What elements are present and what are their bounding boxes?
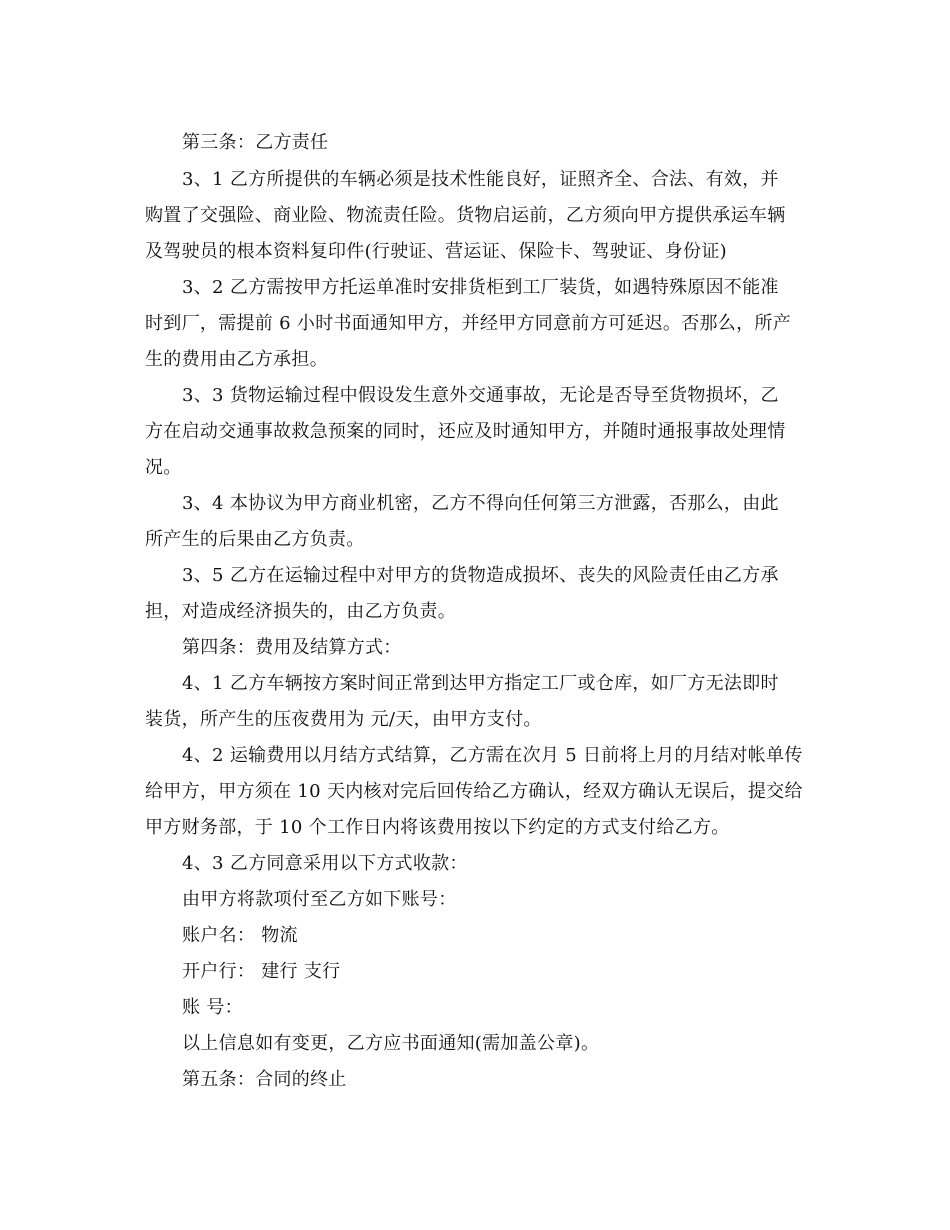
clause-3-2-line-3: 生的费用由乙方承担。 xyxy=(145,349,328,370)
clause-4-2-line-2: 给甲方，甲方须在 10 天内核对完后回传给乙方确认，经双方确认无误后，提交给 xyxy=(145,781,803,802)
change-notice: 以上信息如有变更，乙方应书面通知(需加盖公章)。 xyxy=(182,1033,600,1054)
clause-3-4-line-2: 所产生的后果由乙方负责。 xyxy=(145,529,365,550)
article-3-heading: 第三条：乙方责任 xyxy=(182,132,329,153)
article-4-heading: 第四条：费用及结算方式： xyxy=(182,637,402,658)
clause-3-2-line-2: 时到厂，需提前 6 小时书面通知甲方，并经甲方同意前方可延迟。否那么，所产 xyxy=(145,313,791,334)
bank-name: 开户行： 建行 支行 xyxy=(182,961,341,982)
clause-3-3-line-2: 方在启动交通事故救急预案的同时，还应及时通知甲方，并随时通报事故处理情 xyxy=(145,421,786,442)
clause-4-1-line-2: 装货，所产生的压夜费用为 元/天，由甲方支付。 xyxy=(145,709,542,730)
clause-3-1-line-3: 及驾驶员的根本资料复印件(行驶证、营运证、保险卡、驾驶证、身份证) xyxy=(145,241,727,262)
account-name: 账户名： 物流 xyxy=(182,925,298,946)
clause-4-3-line-1: 4、3 乙方同意采用以下方式收款： xyxy=(182,853,468,874)
clause-3-2-line-1: 3、2 乙方需按甲方托运单准时安排货柜到工厂装货，如遇特殊原因不能准 xyxy=(182,277,779,298)
clause-3-4-line-1: 3、4 本协议为甲方商业机密，乙方不得向任何第三方泄露，否那么，由此 xyxy=(182,493,779,514)
clause-3-3-line-3: 况。 xyxy=(145,457,182,478)
article-5-heading: 第五条：合同的终止 xyxy=(182,1069,347,1090)
clause-4-1-line-1: 4、1 乙方车辆按方案时间正常到达甲方指定工厂或仓库，如厂方无法即时 xyxy=(182,673,779,694)
clause-3-3-line-1: 3、3 货物运输过程中假设发生意外交通事故，无论是否导至货物损坏，乙 xyxy=(182,385,779,406)
clause-4-2-line-3: 甲方财务部，于 10 个工作日内将该费用按以下约定的方式支付给乙方。 xyxy=(145,817,730,838)
clause-3-1-line-1: 3、1 乙方所提供的车辆必须是技术性能良好，证照齐全、合法、有效，并 xyxy=(182,169,779,190)
clause-4-2-line-1: 4、2 运输费用以月结方式结算，乙方需在次月 5 日前将上月的月结对帐单传 xyxy=(182,745,803,766)
account-number: 账 号： xyxy=(182,997,243,1018)
payment-intro: 由甲方将款项付至乙方如下账号： xyxy=(182,889,457,910)
clause-3-5-line-2: 担，对造成经济损失的，由乙方负责。 xyxy=(145,601,457,622)
clause-3-5-line-1: 3、5 乙方在运输过程中对甲方的货物造成损坏、丧失的风险责任由乙方承 xyxy=(182,565,779,586)
clause-3-1-line-2: 购置了交强险、商业险、物流责任险。货物启运前，乙方须向甲方提供承运车辆 xyxy=(145,205,786,226)
